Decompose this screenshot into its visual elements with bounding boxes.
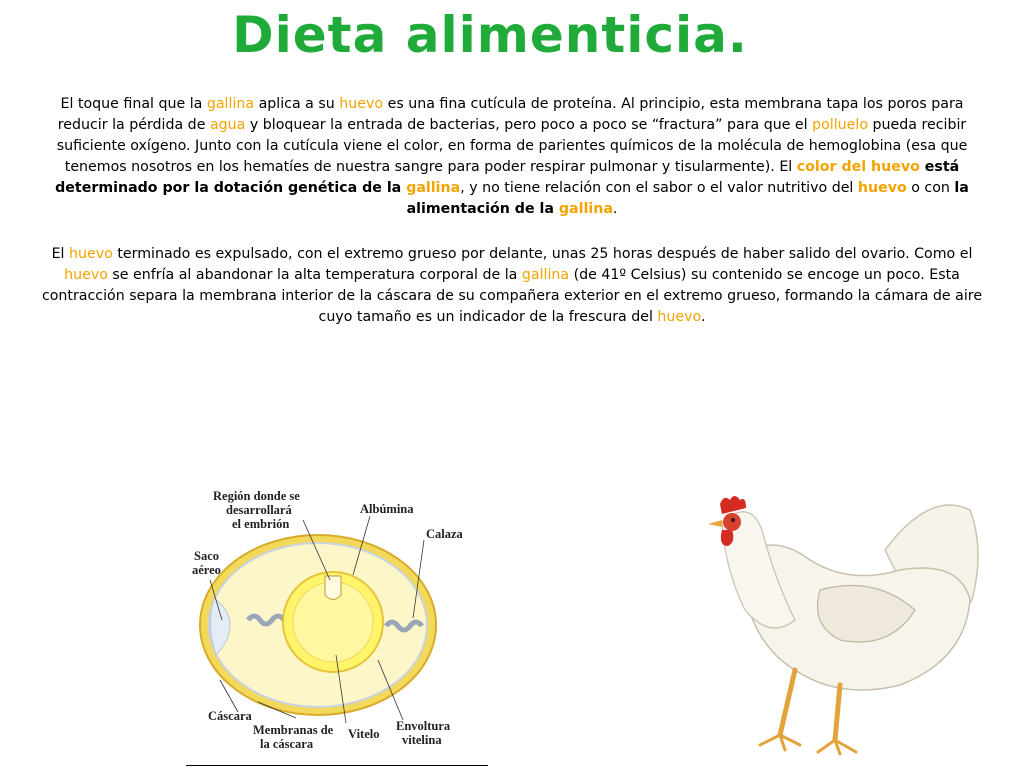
paragraph-cuticle (40, 94, 984, 220)
label-calaza: Calaza (426, 527, 463, 541)
text-segment: se enfría al abandonar la alta temperatura corporal de la (107, 267, 522, 283)
hen-face (723, 513, 741, 531)
paragraph-expulsion (40, 244, 984, 328)
text-segment: color del huevo (796, 159, 920, 175)
label-membranas-line2: la cáscara (260, 737, 314, 751)
text-segment: huevo (64, 267, 108, 283)
hen-eye (731, 518, 735, 522)
text-segment: huevo (339, 96, 384, 112)
hen-beak (708, 520, 722, 527)
text-segment: pueda recibir suficiente oxígeno. Junto con la cutícula viene el color, en forma de parientes químicos de la molécula de hemoglobina (esa que tenemos nosotros en los hematíes de nuestra sangre para poder respirar pulmonar y tisularmente). El (56, 117, 968, 175)
label-albumina: Albúmina (360, 502, 414, 516)
label-cascara: Cáscara (208, 709, 252, 723)
egg-germinal-disc (325, 576, 341, 600)
text-segment: y bloquear la entrada de bacterias, pero poco a poco se “fractura” para que el (245, 117, 813, 133)
text-segment: polluelo (812, 117, 869, 133)
text-segment: huevo (857, 180, 907, 196)
label-envoltura: Envoltura (396, 719, 451, 733)
label-saco-line2: aéreo (192, 563, 221, 577)
label-membranas: Membranas de (253, 723, 334, 737)
page-title: Dieta alimenticia. (232, 6, 748, 64)
text-segment: gallina (206, 96, 255, 112)
text-segment: huevo (657, 309, 701, 325)
diagram-underline (186, 765, 488, 766)
text-segment: huevo (69, 246, 113, 262)
text-segment: gallina (406, 180, 461, 196)
label-envoltura-line2: vitelina (402, 733, 442, 747)
text-segment: , y no tiene relación con el sabor o el valor nutritivo del (460, 180, 858, 196)
label-region: Región donde se (213, 489, 300, 503)
label-region-line2: desarrollará (226, 503, 292, 517)
text-segment: terminado es expulsado, con el extremo grueso por delante, unas 25 horas después de haber salido del ovario. Como el (112, 246, 973, 262)
text-segment: o con (906, 180, 955, 196)
text-segment: es una fina cutícula de proteína. Al principio, esta membrana tapa los poros para reducir la pérdida de (57, 96, 964, 133)
text-segment: El toque final que la (60, 96, 207, 112)
text-segment: gallina (558, 201, 613, 217)
text-segment: (de 41º Celsius) su contenido se encoge un poco. Esta contracción separa la membrana interior de la cáscara de su compañera exterior en el extremo grueso, formando la cámara de aire cuyo tamaño es un indicador de la frescura del (41, 267, 983, 325)
text-segment: la alimentación de la (406, 180, 969, 217)
text-segment: . (612, 201, 618, 217)
text-segment: agua (209, 117, 246, 133)
text-segment: . (700, 309, 706, 325)
text-segment: gallina (521, 267, 570, 283)
text-segment: El (51, 246, 70, 262)
text-segment: aplica a su (254, 96, 340, 112)
label-saco: Saco (194, 549, 219, 563)
hen-illustration (700, 490, 990, 760)
egg-anatomy-diagram (178, 480, 478, 768)
hen-feet (760, 735, 856, 754)
label-vitelo: Vitelo (348, 727, 380, 741)
text-segment: está determinado por la dotación genética de la (55, 159, 960, 196)
label-region-line3: el embrión (232, 517, 290, 531)
